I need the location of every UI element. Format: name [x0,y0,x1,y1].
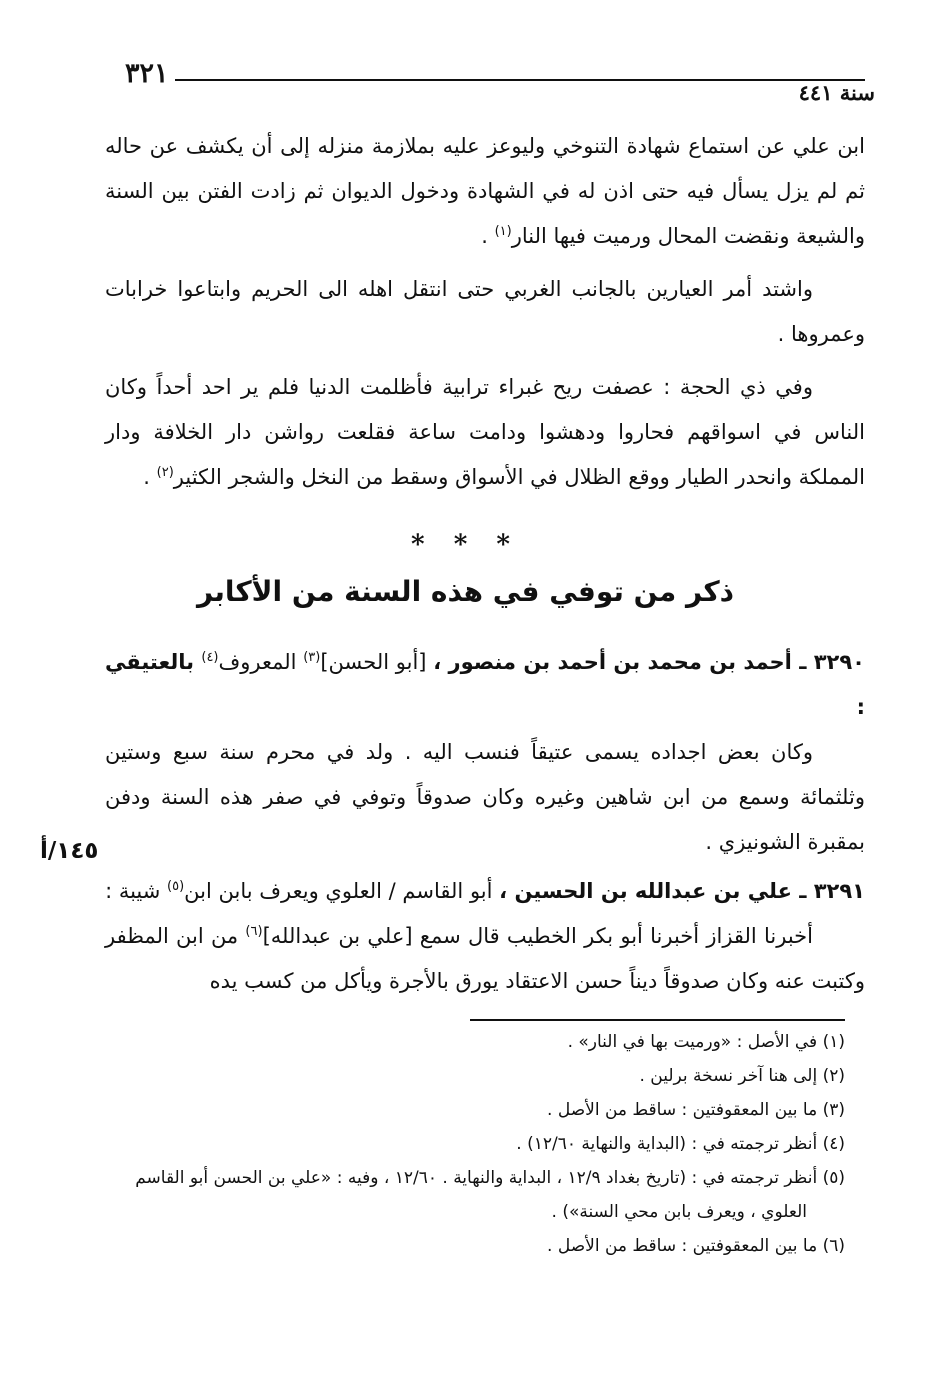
footnote-ref-5: (٥) [167,879,185,894]
entry-3291-heading [105,869,865,914]
footnote-ref-3: (٣) [303,650,321,665]
entry-3290-nisba: بالعتيقي : [105,650,865,719]
entry-3291-name: ٣٢٩١ ـ علي بن عبدالله بن الحسين ، [499,879,865,903]
entry-3290-text: وكان بعض اجداده يسمى عتيقاً فنسب اليه . ولد في محرم سنة سبع وستين وثلثمائة وسمع من ابن شاهين وغيره وكان صدوقاً وتوفي في صفر هذه السنة ودفن بمقبرة الشونيزي . [105,740,865,854]
footnote-5: (٥) أنظر ترجمته في : (تاريخ بغداد ١٢/٩ ، البداية والنهاية . ١٢/٦٠ ، وفيه : «علي بن الحسن أبو القاسم [135,1168,845,1188]
paragraph-1 [105,124,865,259]
paragraph-2: واشتد أمر العيارين بالجانب الغربي حتى انتقل اهله الى الحريم وابتاعوا خرابات وعمروها . [105,277,865,346]
footnote-ref-2: (٢) [156,465,174,480]
body-text-top [105,124,865,500]
footnotes [110,1025,845,1263]
footnote-3: (٣) ما بين المعقوفتين : ساقط من الأصل . [547,1100,845,1120]
footnote-4: (٤) أنظر ترجمته في : (البداية والنهاية ١٢/٦٠) . [516,1134,845,1154]
section-divider: * * * [411,530,520,560]
entry-3291-text-b: من ابن المظفر وكتبت عنه وكان صدوقاً ديناً حسن الاعتقاد يورق بالأجرة ويأكل من كسب يده [105,924,865,993]
body-text-entries [105,640,865,1004]
page-header [105,58,875,108]
entry-3290-kunya: [أبو الحسن] [320,650,434,674]
footnote-5-continued: العلوي ، ويعرف بابن محي السنة») . [551,1202,807,1222]
paragraph-1-text: ابن علي عن استماع شهادة التنوخي وليوعز عليه بملازمة منزله إلى أن يكشف عن حاله ثم لم يزل يسأل فيه حتى اذن له في الشهادة ودخول الديوان ثم زادت الفتن بين السنة والشيعة ونقضت المحال ورميت فيها النار [105,134,865,248]
section-title: ذكر من توفي في هذه السنة من الأكابر [196,575,735,608]
entry-3290-heading [105,640,865,730]
manuscript-folio-note: ١٤٥/أ [40,838,99,864]
paragraph-1-end: . [481,224,495,248]
entry-3291-kunya: أبو القاسم / العلوي ويعرف بابن ابن [184,879,500,903]
footnote-6: (٦) ما بين المعقوفتين : ساقط من الأصل . [547,1236,845,1256]
footnote-ref-4: (٤) [201,650,219,665]
entry-3291-text [105,914,865,1004]
footnote-rule [470,1019,845,1021]
running-head-year: سنة ٤٤١ [798,80,875,105]
footnote-2: (٢) إلى هنا آخر نسخة برلين . [639,1066,845,1086]
paragraph-3-text: وفي ذي الحجة : عصفت ريح غبراء ترابية فأظلمت الدنيا فلم ير احد أحداً وكان الناس في اسواقهم فحاروا ودهشوا ودامت ساعة فقلعت رواشن دار الخلافة ودار المملكة وانحدر الطيار ووقع الظلال في الأسواق وسقط من النخل والشجر الكثير [105,375,865,489]
header-rule [175,79,865,81]
entry-3290-known-as: المعروف [218,650,304,674]
page-number: ٣٢١ [125,58,169,89]
entry-3290-name: ٣٢٩٠ ـ أحمد بن محمد بن أحمد بن منصور ، [433,650,865,674]
entry-3291-text-a: أخبرنا القزاز أخبرنا أبو بكر الخطيب قال سمع [علي بن عبدالله] [262,924,813,948]
footnote-ref-6: (٦) [245,924,263,939]
footnote-1: (١) في الأصل : «ورميت بها في النار» . [567,1032,845,1052]
footnote-ref-1: (١) [494,224,512,239]
paragraph-3-end: . [143,465,157,489]
paragraph-3 [105,365,865,500]
entry-3291-end: شيبة : [105,879,168,903]
